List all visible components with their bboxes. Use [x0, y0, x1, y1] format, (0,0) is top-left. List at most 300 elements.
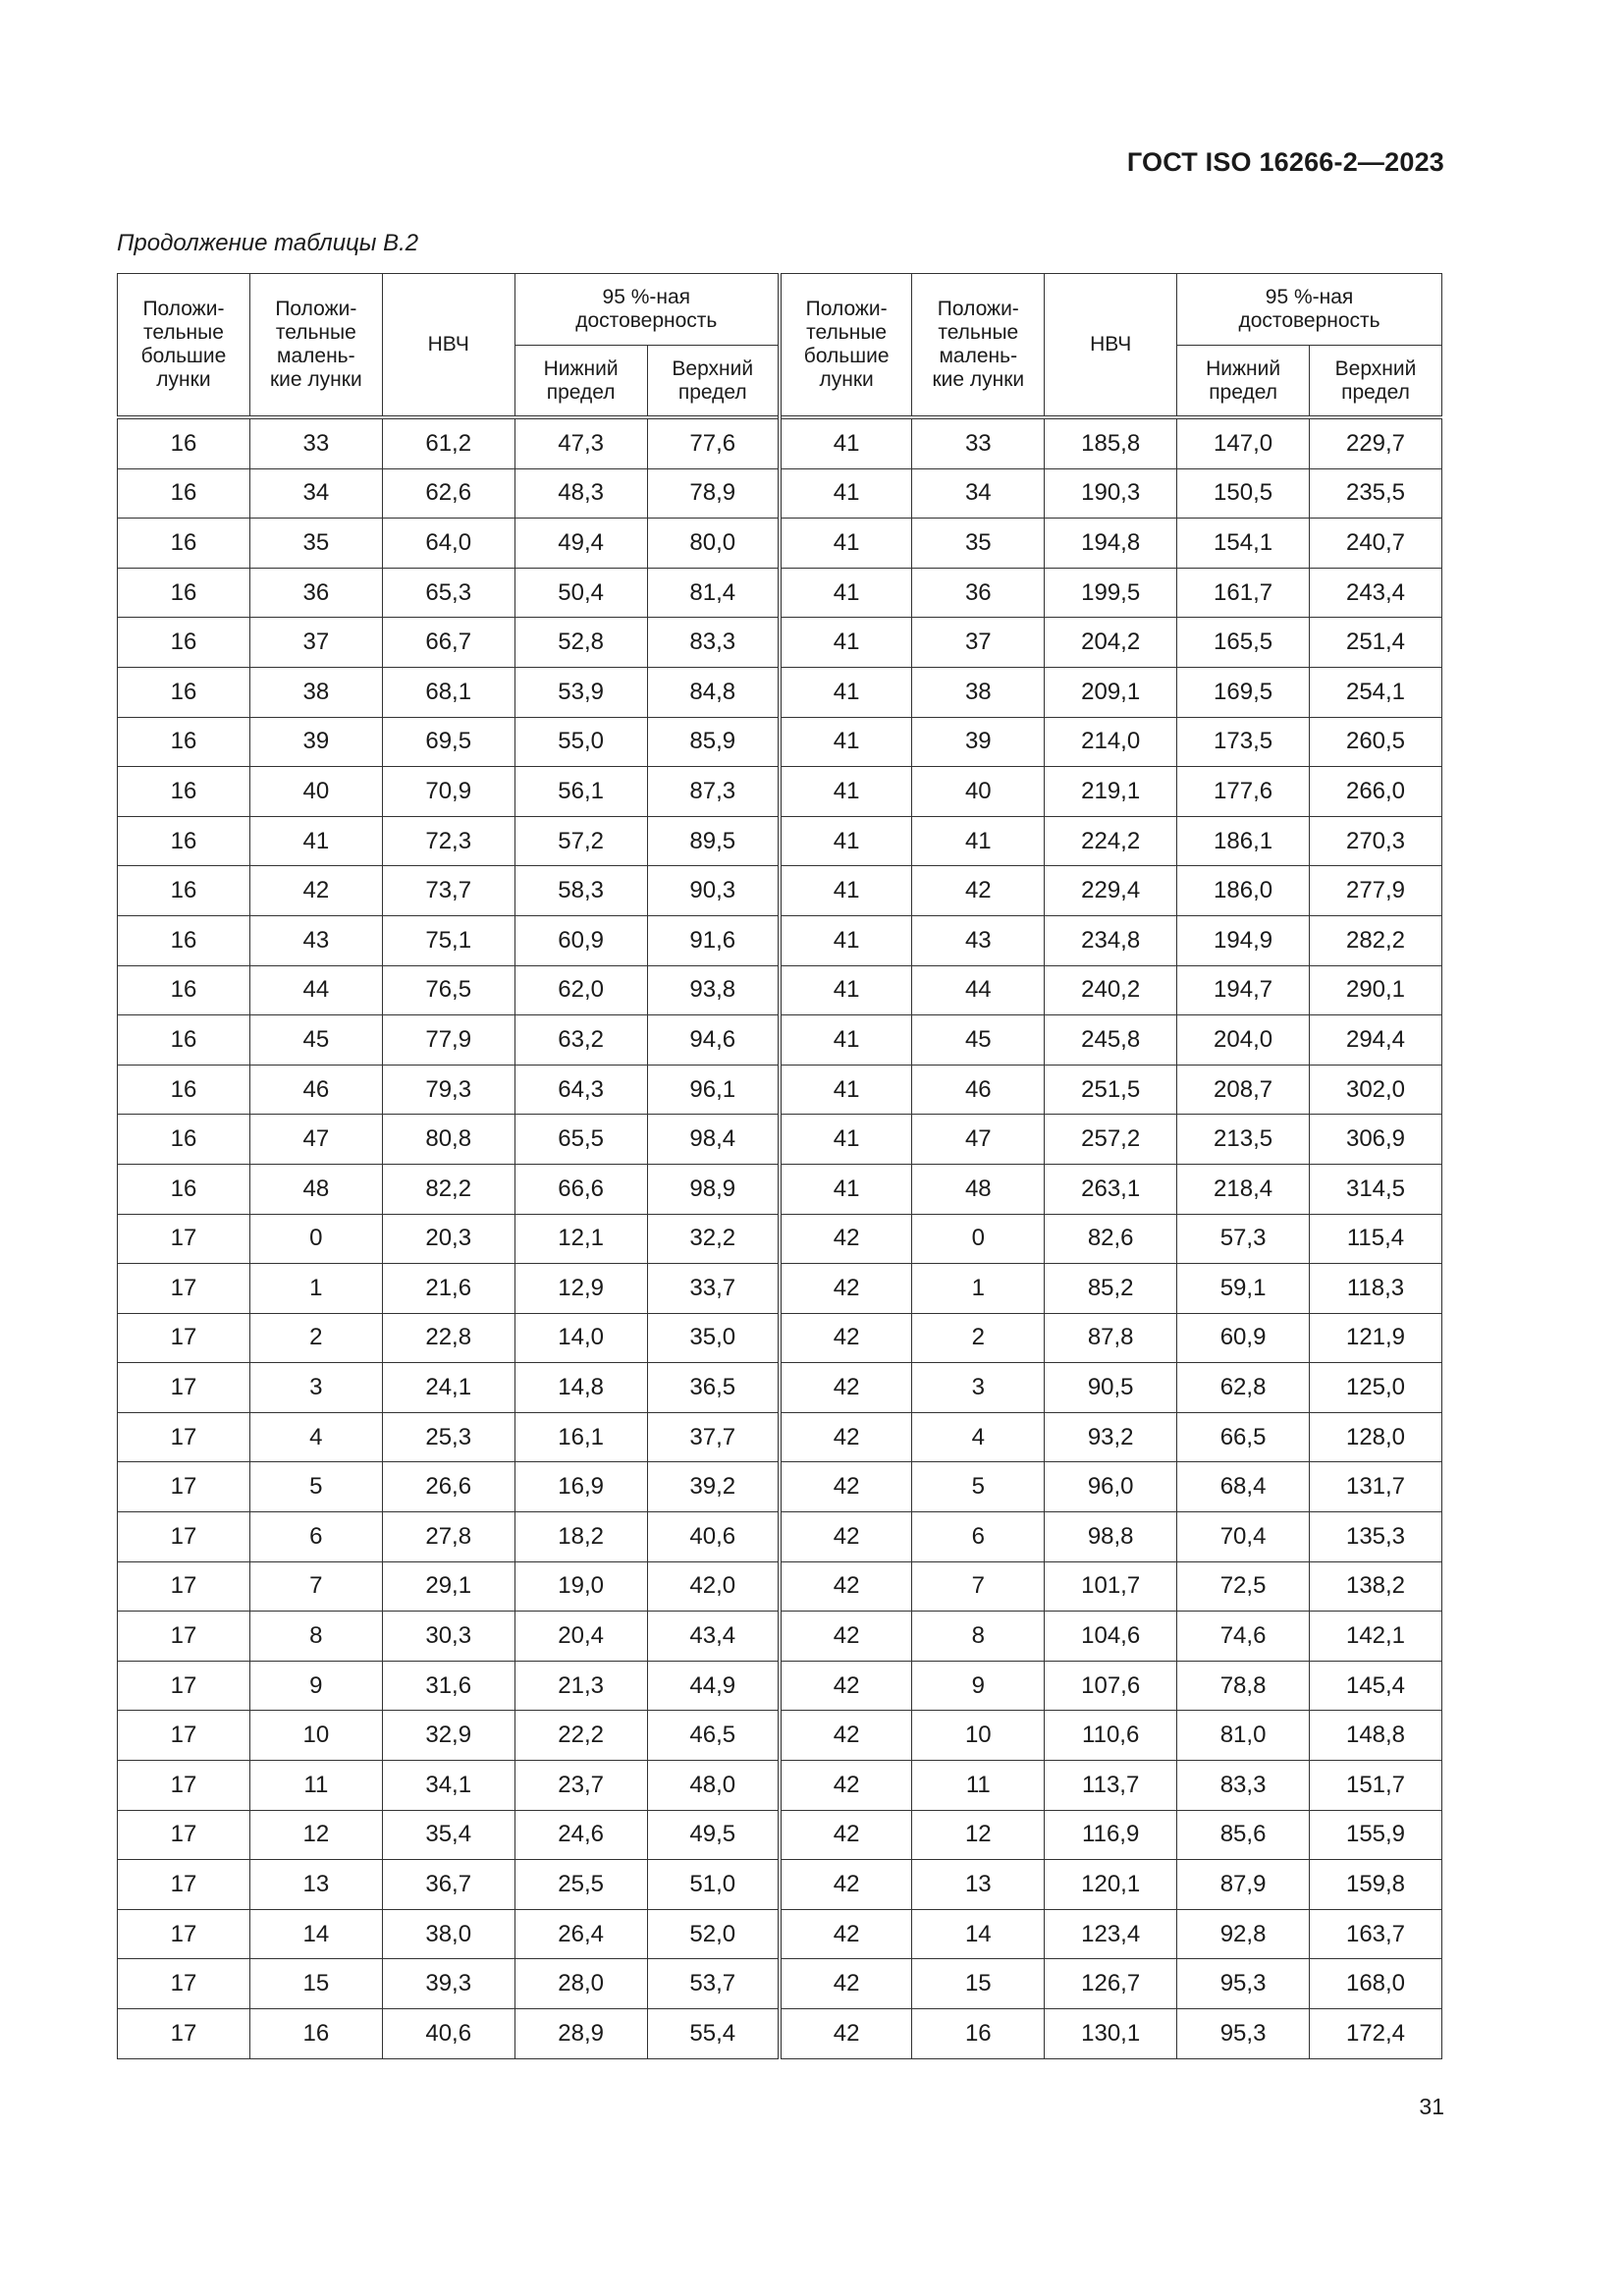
table-cell: 53,7	[647, 1959, 780, 2009]
table-cell: 110,6	[1045, 1711, 1177, 1761]
table-cell: 4	[912, 1412, 1045, 1462]
table-cell: 2	[912, 1313, 1045, 1363]
table-cell: 36,7	[382, 1860, 514, 1910]
table-cell: 80,8	[382, 1115, 514, 1165]
table-cell: 16	[249, 2009, 382, 2059]
table-cell: 10	[912, 1711, 1045, 1761]
table-cell: 52,0	[647, 1909, 780, 1959]
table-cell: 135,3	[1310, 1512, 1442, 1562]
table-cell: 115,4	[1310, 1214, 1442, 1264]
table-header	[118, 274, 1442, 418]
table-cell: 7	[249, 1561, 382, 1612]
table-cell: 20,3	[382, 1214, 514, 1264]
table-body	[118, 417, 1442, 2058]
table-cell: 17	[118, 1810, 250, 1860]
table-cell: 12	[912, 1810, 1045, 1860]
table-cell: 208,7	[1177, 1065, 1310, 1115]
table-row	[118, 1115, 1442, 1165]
header-pos-large: Положи- тельные большие лунки	[118, 274, 250, 418]
table-cell: 17	[118, 2009, 250, 2059]
table-row	[118, 965, 1442, 1015]
table-cell: 17	[118, 1860, 250, 1910]
table-cell: 46	[912, 1065, 1045, 1115]
table-cell: 44,9	[647, 1661, 780, 1711]
table-cell: 48,3	[514, 468, 647, 519]
table-cell: 13	[249, 1860, 382, 1910]
table-cell: 16	[118, 468, 250, 519]
table-cell: 41	[780, 568, 912, 618]
table-cell: 22,8	[382, 1313, 514, 1363]
table-cell: 32,9	[382, 1711, 514, 1761]
table-cell: 82,6	[1045, 1214, 1177, 1264]
table-cell: 24,1	[382, 1363, 514, 1413]
table-row	[118, 1661, 1442, 1711]
table-cell: 49,4	[514, 519, 647, 569]
table-cell: 277,9	[1310, 866, 1442, 916]
table-cell: 95,3	[1177, 1959, 1310, 2009]
table-cell: 33,7	[647, 1264, 780, 1314]
table-cell: 85,6	[1177, 1810, 1310, 1860]
table-cell: 16	[118, 965, 250, 1015]
table-cell: 66,7	[382, 618, 514, 668]
header-upper: Верхний предел	[647, 346, 780, 418]
table-cell: 5	[249, 1462, 382, 1512]
table-cell: 56,1	[514, 767, 647, 817]
table-cell: 34	[912, 468, 1045, 519]
header-confidence: 95 %-ная достоверность	[514, 274, 780, 346]
table-cell: 24,6	[514, 1810, 647, 1860]
table-row	[118, 2009, 1442, 2059]
table-cell: 11	[912, 1761, 1045, 1811]
table-cell: 12,9	[514, 1264, 647, 1314]
table-cell: 60,9	[1177, 1313, 1310, 1363]
table-cell: 49,5	[647, 1810, 780, 1860]
table-cell: 168,0	[1310, 1959, 1442, 2009]
table-cell: 48	[249, 1164, 382, 1214]
table-cell: 12	[249, 1810, 382, 1860]
table-cell: 83,3	[647, 618, 780, 668]
table-cell: 31,6	[382, 1661, 514, 1711]
table-cell: 260,5	[1310, 717, 1442, 767]
table-cell: 48	[912, 1164, 1045, 1214]
table-cell: 78,8	[1177, 1661, 1310, 1711]
table-cell: 240,7	[1310, 519, 1442, 569]
table-cell: 83,3	[1177, 1761, 1310, 1811]
table-cell: 6	[249, 1512, 382, 1562]
table-row	[118, 1015, 1442, 1066]
table-cell: 36,5	[647, 1363, 780, 1413]
table-cell: 17	[118, 1264, 250, 1314]
table-cell: 42	[912, 866, 1045, 916]
table-cell: 229,4	[1045, 866, 1177, 916]
table-cell: 16,9	[514, 1462, 647, 1512]
table-cell: 6	[912, 1512, 1045, 1562]
table-cell: 16	[118, 1015, 250, 1066]
table-cell: 290,1	[1310, 965, 1442, 1015]
table-row	[118, 1065, 1442, 1115]
table-cell: 219,1	[1045, 767, 1177, 817]
table-cell: 59,1	[1177, 1264, 1310, 1314]
table-row	[118, 1363, 1442, 1413]
table-cell: 204,0	[1177, 1015, 1310, 1066]
table-cell: 62,6	[382, 468, 514, 519]
table-cell: 9	[249, 1661, 382, 1711]
table-row	[118, 1761, 1442, 1811]
table-cell: 37	[249, 618, 382, 668]
table-cell: 66,6	[514, 1164, 647, 1214]
table-cell: 38	[912, 667, 1045, 717]
table-cell: 37	[912, 618, 1045, 668]
table-row	[118, 468, 1442, 519]
table-cell: 28,9	[514, 2009, 647, 2059]
table-cell: 84,8	[647, 667, 780, 717]
table-cell: 17	[118, 1761, 250, 1811]
table-cell: 16	[118, 915, 250, 965]
table-cell: 25,3	[382, 1412, 514, 1462]
table-cell: 15	[249, 1959, 382, 2009]
table-cell: 85,9	[647, 717, 780, 767]
table-row	[118, 915, 1442, 965]
table-cell: 44	[249, 965, 382, 1015]
table-row	[118, 1561, 1442, 1612]
table-cell: 1	[249, 1264, 382, 1314]
table-cell: 42	[780, 1412, 912, 1462]
table-cell: 17	[118, 1561, 250, 1612]
table-row	[118, 519, 1442, 569]
table-cell: 41	[780, 1164, 912, 1214]
table-cell: 116,9	[1045, 1810, 1177, 1860]
table-cell: 14	[249, 1909, 382, 1959]
table-cell: 151,7	[1310, 1761, 1442, 1811]
table-cell: 42	[249, 866, 382, 916]
table-row	[118, 1412, 1442, 1462]
table-cell: 17	[118, 1711, 250, 1761]
table-cell: 65,3	[382, 568, 514, 618]
table-cell: 120,1	[1045, 1860, 1177, 1910]
table-cell: 161,7	[1177, 568, 1310, 618]
mpn-table	[117, 273, 1442, 2059]
table-cell: 98,4	[647, 1115, 780, 1165]
table-cell: 90,5	[1045, 1363, 1177, 1413]
table-cell: 69,5	[382, 717, 514, 767]
table-cell: 77,6	[647, 417, 780, 468]
table-cell: 9	[912, 1661, 1045, 1711]
table-cell: 213,5	[1177, 1115, 1310, 1165]
table-cell: 113,7	[1045, 1761, 1177, 1811]
table-cell: 81,0	[1177, 1711, 1310, 1761]
table-cell: 41	[780, 1115, 912, 1165]
table-cell: 11	[249, 1761, 382, 1811]
table-cell: 12,1	[514, 1214, 647, 1264]
table-cell: 35	[249, 519, 382, 569]
table-cell: 14,8	[514, 1363, 647, 1413]
table-cell: 94,6	[647, 1015, 780, 1066]
table-cell: 42	[780, 1810, 912, 1860]
table-cell: 177,6	[1177, 767, 1310, 817]
table-cell: 128,0	[1310, 1412, 1442, 1462]
table-cell: 224,2	[1045, 816, 1177, 866]
table-cell: 30,3	[382, 1612, 514, 1662]
table-cell: 65,5	[514, 1115, 647, 1165]
table-cell: 40	[912, 767, 1045, 817]
table-cell: 159,8	[1310, 1860, 1442, 1910]
table-cell: 186,1	[1177, 816, 1310, 866]
header-mpn: НВЧ	[382, 274, 514, 418]
table-cell: 42	[780, 1214, 912, 1264]
table-row	[118, 1264, 1442, 1314]
header-lower: Нижний предел	[1177, 346, 1310, 418]
table-cell: 41	[780, 667, 912, 717]
table-cell: 3	[912, 1363, 1045, 1413]
table-cell: 251,4	[1310, 618, 1442, 668]
table-cell: 8	[912, 1612, 1045, 1662]
table-cell: 74,6	[1177, 1612, 1310, 1662]
table-cell: 28,0	[514, 1959, 647, 2009]
table-cell: 92,8	[1177, 1909, 1310, 1959]
table-cell: 39	[249, 717, 382, 767]
table-cell: 16	[118, 417, 250, 468]
table-cell: 55,0	[514, 717, 647, 767]
table-cell: 41	[780, 417, 912, 468]
table-cell: 16	[118, 1065, 250, 1115]
table-cell: 48,0	[647, 1761, 780, 1811]
table-cell: 40,6	[647, 1512, 780, 1562]
table-cell: 96,0	[1045, 1462, 1177, 1512]
table-cell: 36	[249, 568, 382, 618]
table-cell: 70,4	[1177, 1512, 1310, 1562]
table-cell: 254,1	[1310, 667, 1442, 717]
table-cell: 93,8	[647, 965, 780, 1015]
table-cell: 16	[118, 618, 250, 668]
table-cell: 16,1	[514, 1412, 647, 1462]
table-cell: 42	[780, 1363, 912, 1413]
table-cell: 81,4	[647, 568, 780, 618]
table-cell: 27,8	[382, 1512, 514, 1562]
table-cell: 148,8	[1310, 1711, 1442, 1761]
table-cell: 155,9	[1310, 1810, 1442, 1860]
table-cell: 51,0	[647, 1860, 780, 1910]
table-cell: 85,2	[1045, 1264, 1177, 1314]
table-row	[118, 816, 1442, 866]
table-cell: 3	[249, 1363, 382, 1413]
table-cell: 77,9	[382, 1015, 514, 1066]
table-cell: 190,3	[1045, 468, 1177, 519]
table-cell: 16	[118, 866, 250, 916]
table-cell: 107,6	[1045, 1661, 1177, 1711]
table-cell: 35,4	[382, 1810, 514, 1860]
table-cell: 2	[249, 1313, 382, 1363]
table-cell: 42	[780, 1860, 912, 1910]
table-cell: 39,2	[647, 1462, 780, 1512]
table-cell: 5	[912, 1462, 1045, 1512]
table-cell: 41	[249, 816, 382, 866]
table-cell: 42	[780, 1711, 912, 1761]
table-cell: 42	[780, 2009, 912, 2059]
table-cell: 38	[249, 667, 382, 717]
table-cell: 17	[118, 1462, 250, 1512]
table-cell: 68,4	[1177, 1462, 1310, 1512]
table-cell: 82,2	[382, 1164, 514, 1214]
table-cell: 57,3	[1177, 1214, 1310, 1264]
table-cell: 72,3	[382, 816, 514, 866]
table-cell: 41	[780, 866, 912, 916]
table-cell: 41	[780, 915, 912, 965]
table-cell: 173,5	[1177, 717, 1310, 767]
table-cell: 41	[780, 1015, 912, 1066]
table-cell: 42	[780, 1561, 912, 1612]
table-cell: 17	[118, 1661, 250, 1711]
table-cell: 96,1	[647, 1065, 780, 1115]
table-cell: 16	[118, 717, 250, 767]
table-cell: 186,0	[1177, 866, 1310, 916]
table-cell: 43,4	[647, 1612, 780, 1662]
table-cell: 98,8	[1045, 1512, 1177, 1562]
table-cell: 87,9	[1177, 1860, 1310, 1910]
table-cell: 154,1	[1177, 519, 1310, 569]
table-cell: 14,0	[514, 1313, 647, 1363]
table-cell: 45	[249, 1015, 382, 1066]
table-cell: 17	[118, 1214, 250, 1264]
table-row	[118, 1612, 1442, 1662]
table-row	[118, 717, 1442, 767]
table-cell: 8	[249, 1612, 382, 1662]
table-cell: 22,2	[514, 1711, 647, 1761]
table-cell: 15	[912, 1959, 1045, 2009]
table-row	[118, 1512, 1442, 1562]
table-cell: 240,2	[1045, 965, 1177, 1015]
table-cell: 41	[780, 1065, 912, 1115]
table-cell: 16	[118, 519, 250, 569]
table-cell: 93,2	[1045, 1412, 1177, 1462]
table-cell: 29,1	[382, 1561, 514, 1612]
table-caption: Продолжение таблицы В.2	[117, 230, 419, 256]
table-cell: 19,0	[514, 1561, 647, 1612]
table-cell: 98,9	[647, 1164, 780, 1214]
table-cell: 55,4	[647, 2009, 780, 2059]
table-cell: 35	[912, 519, 1045, 569]
table-cell: 204,2	[1045, 618, 1177, 668]
table-cell: 16	[118, 816, 250, 866]
table-cell: 10	[249, 1711, 382, 1761]
table-cell: 68,1	[382, 667, 514, 717]
table-cell: 21,3	[514, 1661, 647, 1711]
table-cell: 78,9	[647, 468, 780, 519]
table-row	[118, 1860, 1442, 1910]
table-cell: 87,3	[647, 767, 780, 817]
table-cell: 80,0	[647, 519, 780, 569]
table-cell: 1	[912, 1264, 1045, 1314]
table-cell: 145,4	[1310, 1661, 1442, 1711]
table-cell: 41	[780, 965, 912, 1015]
table-cell: 70,9	[382, 767, 514, 817]
table-row	[118, 1810, 1442, 1860]
table-cell: 147,0	[1177, 417, 1310, 468]
table-cell: 47	[249, 1115, 382, 1165]
table-cell: 194,8	[1045, 519, 1177, 569]
table-cell: 39	[912, 717, 1045, 767]
table-cell: 26,6	[382, 1462, 514, 1512]
table-cell: 104,6	[1045, 1612, 1177, 1662]
table-cell: 257,2	[1045, 1115, 1177, 1165]
table-cell: 23,7	[514, 1761, 647, 1811]
table-cell: 33	[249, 417, 382, 468]
table-cell: 58,3	[514, 866, 647, 916]
table-cell: 60,9	[514, 915, 647, 965]
table-cell: 42	[780, 1909, 912, 1959]
table-cell: 18,2	[514, 1512, 647, 1562]
table-cell: 20,4	[514, 1612, 647, 1662]
table-cell: 163,7	[1310, 1909, 1442, 1959]
header-mpn: НВЧ	[1045, 274, 1177, 418]
table-cell: 138,2	[1310, 1561, 1442, 1612]
table-cell: 17	[118, 1959, 250, 2009]
table-cell: 14	[912, 1909, 1045, 1959]
table-cell: 314,5	[1310, 1164, 1442, 1214]
table-row	[118, 767, 1442, 817]
table-cell: 41	[780, 618, 912, 668]
table-cell: 42	[780, 1264, 912, 1314]
table-cell: 46	[249, 1065, 382, 1115]
table-row	[118, 866, 1442, 916]
table-cell: 63,2	[514, 1015, 647, 1066]
table-cell: 42	[780, 1612, 912, 1662]
table-cell: 150,5	[1177, 468, 1310, 519]
table-cell: 95,3	[1177, 2009, 1310, 2059]
table-cell: 43	[249, 915, 382, 965]
table-cell: 52,8	[514, 618, 647, 668]
table-cell: 199,5	[1045, 568, 1177, 618]
header-pos-small: Положи- тельные малень- кие лунки	[912, 274, 1045, 418]
table-cell: 131,7	[1310, 1462, 1442, 1512]
table-cell: 36	[912, 568, 1045, 618]
table-cell: 25,5	[514, 1860, 647, 1910]
table-cell: 169,5	[1177, 667, 1310, 717]
table-cell: 4	[249, 1412, 382, 1462]
table-cell: 42	[780, 1959, 912, 2009]
document-code: ГОСТ ISO 16266-2—2023	[1126, 147, 1444, 177]
header-pos-large: Положи- тельные большие лунки	[780, 274, 912, 418]
table-cell: 89,5	[647, 816, 780, 866]
table-cell: 64,3	[514, 1065, 647, 1115]
table-cell: 266,0	[1310, 767, 1442, 817]
page-number: 31	[1419, 2094, 1444, 2119]
table-cell: 21,6	[382, 1264, 514, 1314]
table-cell: 46,5	[647, 1711, 780, 1761]
table-cell: 17	[118, 1363, 250, 1413]
table-cell: 16	[118, 767, 250, 817]
table-cell: 61,2	[382, 417, 514, 468]
table-cell: 33	[912, 417, 1045, 468]
table-cell: 42	[780, 1313, 912, 1363]
table-row	[118, 618, 1442, 668]
table-cell: 13	[912, 1860, 1045, 1910]
table-cell: 41	[912, 816, 1045, 866]
table-cell: 235,5	[1310, 468, 1442, 519]
table-cell: 172,4	[1310, 2009, 1442, 2059]
header-pos-small: Положи- тельные малень- кие лунки	[249, 274, 382, 418]
table-cell: 90,3	[647, 866, 780, 916]
table-cell: 39,3	[382, 1959, 514, 2009]
table-cell: 165,5	[1177, 618, 1310, 668]
table-cell: 76,5	[382, 965, 514, 1015]
table-cell: 40,6	[382, 2009, 514, 2059]
table-cell: 42	[780, 1661, 912, 1711]
table-cell: 44	[912, 965, 1045, 1015]
table-cell: 294,4	[1310, 1015, 1442, 1066]
table-cell: 123,4	[1045, 1909, 1177, 1959]
table-cell: 75,1	[382, 915, 514, 965]
table-cell: 32,2	[647, 1214, 780, 1264]
